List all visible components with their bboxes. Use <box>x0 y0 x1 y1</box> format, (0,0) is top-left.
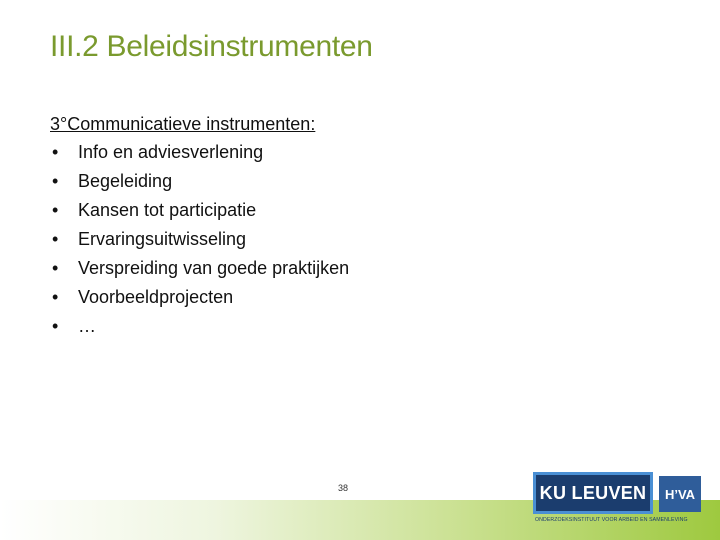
hiva-logo <box>659 476 701 512</box>
slide-content <box>50 110 610 341</box>
slide-title: III.2 Beleidsinstrumenten <box>50 30 373 63</box>
list-item-text: Ervaringsuitwisseling <box>78 229 247 249</box>
list-item-text: Begeleiding <box>78 171 173 191</box>
list-item <box>50 138 610 167</box>
bullet-icon: • <box>52 229 59 249</box>
list-item-text: Kansen tot participatie <box>78 200 257 220</box>
bullet-icon: • <box>52 142 59 162</box>
list-item-text: … <box>78 316 96 336</box>
footer-logos <box>533 470 705 528</box>
bullet-icon: • <box>52 258 59 278</box>
list-item <box>50 283 610 312</box>
ku-leuven-logo <box>533 472 653 514</box>
bullet-list <box>50 138 610 341</box>
ku-leuven-logo-text: KU LEUVEN <box>539 482 647 503</box>
bullet-icon: • <box>52 171 59 191</box>
list-item <box>50 167 610 196</box>
list-item-text: Voorbeeldprojecten <box>78 287 234 307</box>
list-item-text: Info en adviesverlening <box>78 142 264 162</box>
logo-tagline: ONDERZOEKSINSTITUUT VOOR ARBEID EN SAMENLEVING <box>535 517 688 523</box>
bullet-icon: • <box>52 287 59 307</box>
list-item <box>50 312 610 341</box>
section-subheading: 3°Communicatieve instrumenten: <box>50 114 316 134</box>
page-number: 38 <box>338 483 349 493</box>
list-item <box>50 254 610 283</box>
list-item <box>50 196 610 225</box>
bullet-icon: • <box>52 316 59 336</box>
list-item-text: Verspreiding van goede praktijken <box>78 258 350 278</box>
hiva-logo-text: H’VA <box>664 486 696 502</box>
bullet-icon: • <box>52 200 59 220</box>
list-item <box>50 225 610 254</box>
